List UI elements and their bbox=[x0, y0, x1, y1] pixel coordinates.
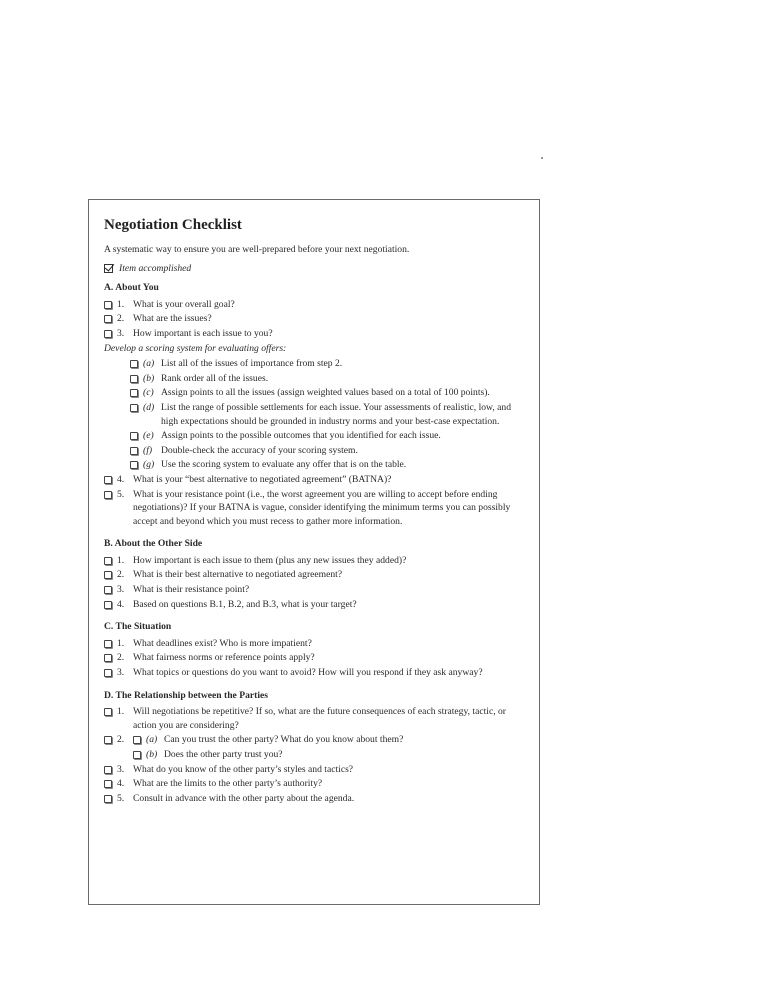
subitem-letter: (c) bbox=[143, 387, 154, 399]
item-number: 3. bbox=[117, 763, 125, 775]
checklist-item[interactable] bbox=[104, 473, 525, 487]
checkbox-icon[interactable] bbox=[104, 766, 112, 774]
subitem-letter: (a) bbox=[146, 734, 158, 746]
section-heading-d: D. The Relationship between the Parties bbox=[104, 689, 268, 701]
item-text: What deadlines exist? Who is more impatient? bbox=[133, 637, 312, 649]
item-text: What is your “best alternative to negotiated agreement” (BATNA)? bbox=[133, 473, 392, 485]
checklist-box bbox=[88, 199, 540, 905]
checklist-item[interactable] bbox=[104, 488, 525, 529]
checkbox-icon[interactable] bbox=[104, 669, 112, 677]
checklist-subitem[interactable] bbox=[104, 748, 525, 762]
item-number: 1. bbox=[117, 554, 125, 566]
checkbox-icon[interactable] bbox=[130, 461, 138, 469]
item-text: Does the other party trust you? bbox=[164, 749, 283, 760]
item-text: What are the issues? bbox=[133, 313, 212, 325]
checkbox-icon[interactable] bbox=[104, 736, 112, 744]
checkbox-icon[interactable] bbox=[130, 404, 138, 412]
checklist-item[interactable] bbox=[104, 598, 525, 612]
checklist-item[interactable] bbox=[104, 733, 525, 747]
item-number: 1. bbox=[117, 298, 125, 310]
item-number: 5. bbox=[117, 488, 125, 500]
checklist-item[interactable] bbox=[104, 312, 525, 326]
subitem-letter: (b) bbox=[146, 749, 158, 760]
checklist-item[interactable] bbox=[104, 554, 525, 568]
section-heading-c: C. The Situation bbox=[104, 621, 172, 633]
legend-label: Item accomplished bbox=[119, 262, 192, 274]
checkbox-icon[interactable] bbox=[104, 601, 112, 609]
checkbox-icon[interactable] bbox=[104, 795, 112, 803]
item-text: What do you know of the other party’s styles and tactics? bbox=[133, 763, 354, 775]
item-number: 3. bbox=[117, 327, 125, 339]
section-heading-b: B. About the Other Side bbox=[104, 538, 203, 550]
checklist-item[interactable] bbox=[104, 666, 525, 680]
checklist-item[interactable] bbox=[104, 792, 525, 806]
checklist-subitem[interactable] bbox=[104, 357, 525, 371]
item-number: 2. bbox=[117, 734, 125, 746]
checked-box-icon bbox=[104, 264, 113, 273]
item-number: 3. bbox=[117, 584, 125, 596]
checklist-item[interactable] bbox=[104, 327, 525, 341]
item-number: 1. bbox=[117, 637, 125, 649]
checkbox-icon[interactable] bbox=[130, 389, 138, 397]
item-number: 1. bbox=[117, 706, 125, 718]
subitem-letter: (f) bbox=[143, 444, 153, 456]
subitem-letter: (b) bbox=[143, 372, 155, 384]
checkbox-icon[interactable] bbox=[130, 360, 138, 368]
subitem-letter: (d) bbox=[143, 401, 155, 413]
checklist-item[interactable] bbox=[104, 298, 525, 312]
item-number: 2. bbox=[117, 652, 125, 664]
checklist-subitem[interactable] bbox=[104, 444, 525, 458]
checkbox-icon[interactable] bbox=[104, 780, 112, 788]
item-number: 5. bbox=[117, 792, 125, 804]
checkbox-icon[interactable] bbox=[104, 586, 112, 594]
checklist-item[interactable] bbox=[104, 651, 525, 665]
checkbox-icon[interactable] bbox=[104, 654, 112, 662]
checklist-item[interactable] bbox=[104, 705, 525, 732]
section-heading-a: A. About You bbox=[104, 282, 159, 294]
checkbox-icon[interactable] bbox=[130, 432, 138, 440]
checklist-subitem[interactable] bbox=[104, 458, 525, 472]
item-text: How important is each issue to them (plus any new issues they added)? bbox=[133, 554, 407, 566]
checkbox-icon[interactable] bbox=[104, 330, 112, 338]
item-text: What is your overall goal? bbox=[133, 298, 235, 310]
subitem-text: List the range of possible settlements for each issue. Your assessments of realistic, low, and high expectations should be grounded in industry norms and your best-case expectation. bbox=[161, 401, 512, 427]
item-number: 4. bbox=[117, 778, 125, 790]
subitem-text: Rank order all of the issues. bbox=[161, 372, 269, 384]
checklist-subitem[interactable] bbox=[104, 372, 525, 386]
subitem-letter: (g) bbox=[143, 459, 155, 471]
item-number: 4. bbox=[117, 598, 125, 610]
item-text: Consult in advance with the other party about the agenda. bbox=[133, 792, 355, 804]
checklist-item[interactable] bbox=[104, 637, 525, 651]
checklist-subitem[interactable] bbox=[104, 429, 525, 443]
checkbox-icon[interactable] bbox=[130, 447, 138, 455]
subitem-text: Assign points to the possible outcomes that you identified for each issue. bbox=[161, 430, 441, 442]
checkbox-icon[interactable] bbox=[133, 751, 141, 759]
checkbox-icon[interactable] bbox=[104, 557, 112, 565]
item-text: What topics or questions do you want to avoid? How will you respond if they ask anyway? bbox=[133, 667, 483, 679]
item-text: How important is each issue to you? bbox=[133, 327, 273, 339]
legend bbox=[104, 262, 525, 276]
checkbox-icon[interactable] bbox=[130, 375, 138, 383]
subitem-text: List all of the issues of importance from step 2. bbox=[161, 358, 343, 370]
item-text: Can you trust the other party? What do you know about them? bbox=[164, 734, 404, 746]
subitem-letter: (e) bbox=[143, 430, 154, 442]
checkbox-icon[interactable] bbox=[104, 708, 112, 716]
checklist-subitem[interactable] bbox=[104, 386, 525, 400]
item-text: What is your resistance point (i.e., the worst agreement you are willing to accept before ending negotiations)? If your BATNA is vague, consider identifying the minimum terms you can possibly accept and beyond which you must recess to gather more information. bbox=[133, 488, 511, 527]
subitem-letter: (a) bbox=[143, 358, 155, 370]
checklist-item[interactable] bbox=[104, 763, 525, 777]
item-text: What is their resistance point? bbox=[133, 584, 250, 596]
checkbox-icon[interactable] bbox=[104, 315, 112, 323]
item-number: 3. bbox=[117, 667, 125, 679]
item-text: Based on questions B.1, B.2, and B.3, what is your target? bbox=[133, 598, 357, 610]
checklist-subitem[interactable] bbox=[104, 401, 525, 428]
item-text: Will negotiations be repetitive? If so, what are the future consequences of each strategy, tactic, or action you are considering? bbox=[133, 706, 506, 731]
checklist-item[interactable] bbox=[104, 583, 525, 597]
checkbox-icon[interactable] bbox=[104, 476, 112, 484]
scoring-note: Develop a scoring system for evaluating offers: bbox=[104, 342, 287, 354]
checkbox-icon[interactable] bbox=[133, 736, 141, 744]
item-number: 4. bbox=[117, 473, 125, 485]
checkbox-icon[interactable] bbox=[104, 571, 112, 579]
checklist-item[interactable] bbox=[104, 568, 525, 582]
subitem-text: Assign points to all the issues (assign weighted values based on a total of 100 points). bbox=[161, 387, 490, 399]
item-text: What are the limits to the other party’s authority? bbox=[133, 778, 323, 790]
subitem-text: Use the scoring system to evaluate any offer that is on the table. bbox=[161, 459, 407, 471]
checkbox-icon[interactable] bbox=[104, 301, 112, 309]
scan-speck bbox=[541, 157, 543, 159]
checklist-title: Negotiation Checklist bbox=[104, 217, 242, 233]
checklist-intro: A systematic way to ensure you are well-prepared before your next negotiation. bbox=[104, 244, 410, 255]
item-text: What is their best alternative to negotiated agreement? bbox=[133, 569, 343, 581]
item-number: 2. bbox=[117, 569, 125, 581]
item-number: 2. bbox=[117, 313, 125, 325]
subitem-text: Double-check the accuracy of your scoring system. bbox=[161, 444, 358, 456]
checklist-item[interactable] bbox=[104, 777, 525, 791]
item-text: What fairness norms or reference points apply? bbox=[133, 652, 315, 664]
checkbox-icon[interactable] bbox=[104, 640, 112, 648]
checkbox-icon[interactable] bbox=[104, 491, 112, 499]
